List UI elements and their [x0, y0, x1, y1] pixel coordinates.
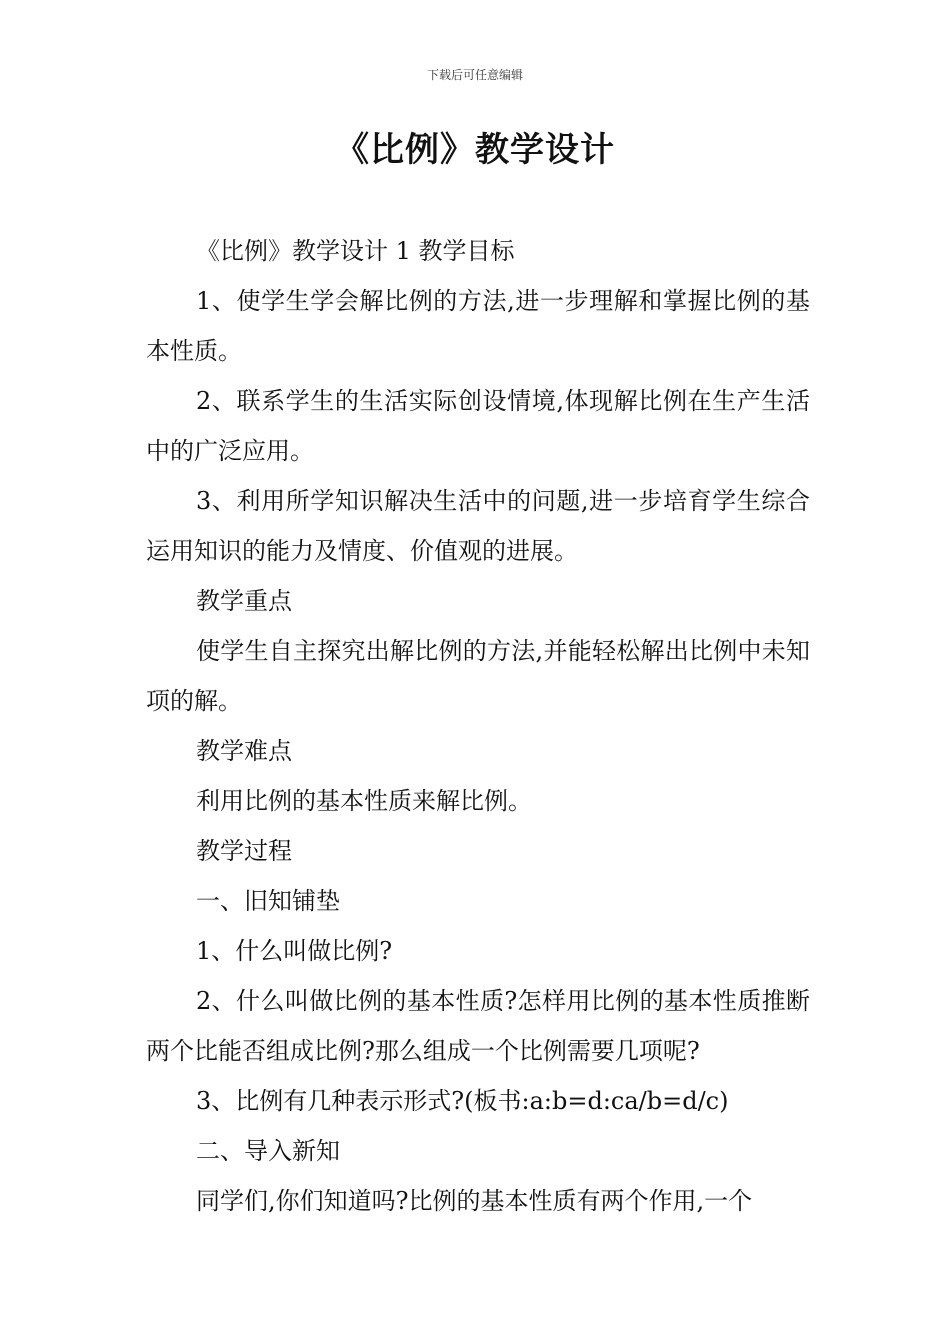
paragraph-objectives-heading: 《比例》教学设计 1 教学目标: [196, 237, 515, 265]
paragraph-objective-3: 3、利用所学知识解决生活中的问题,进一步培育学生综合运用知识的能力及情度、价值观的进展。: [146, 487, 810, 565]
header-note: 下载后可任意编辑: [426, 68, 523, 82]
paragraph-question-1: 1、什么叫做比例?: [196, 937, 393, 965]
paragraph-section-2-heading: 二、导入新知: [196, 1137, 340, 1165]
paragraph-section-1-heading: 一、旧知铺垫: [196, 887, 340, 915]
paragraph-process-heading: 教学过程: [196, 837, 292, 865]
paragraph-difficulties-heading: 教学难点: [196, 737, 292, 765]
paragraph-difficulties: 利用比例的基本性质来解比例。: [196, 787, 532, 815]
paragraph-objective-1: 1、使学生学会解比例的方法,进一步理解和掌握比例的基本性质。: [146, 287, 810, 365]
paragraph-intro: 同学们,你们知道吗?比例的基本性质有两个作用,一个: [196, 1187, 753, 1215]
paragraph-objective-2: 2、联系学生的生活实际创设情境,体现解比例在生产生活中的广泛应用。: [146, 387, 810, 465]
paragraph-key-points-heading: 教学重点: [196, 587, 292, 615]
paragraph-question-2: 2、什么叫做比例的基本性质?怎样用比例的基本性质推断两个比能否组成比例?那么组成一个比例需要几项呢?: [146, 987, 810, 1065]
document-title: 《比例》教学设计: [335, 130, 615, 170]
paragraph-question-3: 3、比例有几种表示形式?(板书:a:b=d:ca/b=d/c): [196, 1087, 729, 1115]
paragraph-key-points: 使学生自主探究出解比例的方法,并能轻松解出比例中未知项的解。: [146, 637, 810, 715]
document-body: [146, 226, 810, 1226]
